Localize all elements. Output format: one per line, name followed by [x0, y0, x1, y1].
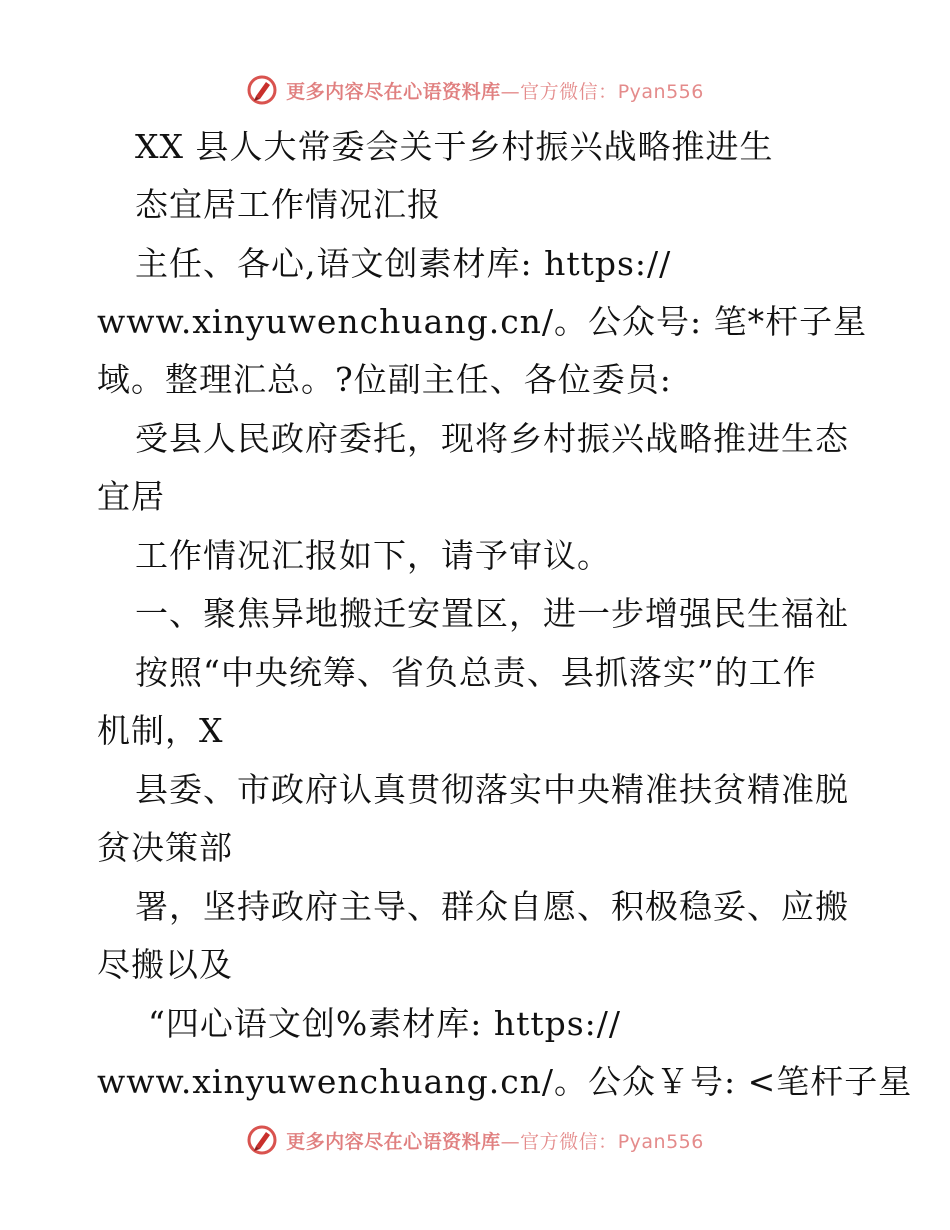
banner-text	[286, 1127, 704, 1154]
doc-line: 尽搬以及	[97, 945, 233, 984]
doc-line: 县委、市政府认真贯彻落实中央精准扶贫精准脱	[135, 770, 849, 809]
doc-line: 宜居	[97, 477, 165, 516]
banner-dash: —	[500, 1130, 521, 1153]
doc-line: 域。整理汇总。?位副主任、各位委员:	[97, 360, 672, 399]
doc-line: 贫决策部	[97, 828, 233, 867]
banner-wechat-label: 官方微信：	[520, 1130, 618, 1153]
banner-wechat-handle: Pyan556	[617, 1130, 704, 1153]
doc-title-line-1: XX 县人大常委会关于乡村振兴战略推进生	[135, 127, 774, 166]
doc-line: www.xinyuwenchuang.cn/。公众￥号: <笔杆子星	[97, 1062, 913, 1101]
doc-section-heading: 一、聚焦异地搬迁安置区，进一步增强民生福祉	[135, 594, 849, 633]
doc-title-line-2: 态宜居工作情况汇报	[135, 185, 441, 224]
footer-banner	[0, 1120, 950, 1160]
banner-main-text: 更多内容尽在心语资料库	[286, 1130, 501, 1153]
pen-logo-icon	[246, 1124, 278, 1156]
doc-line: 机制，X	[97, 711, 224, 750]
doc-line: 受县人民政府委托，现将乡村振兴战略推进生态	[135, 419, 849, 458]
banner-dash: —	[500, 80, 521, 103]
banner-main-text: 更多内容尽在心语资料库	[286, 80, 501, 103]
doc-line: 主任、各心,语文创素材库: https://	[135, 244, 672, 283]
doc-line: “四心语文创%素材库: https://	[148, 1004, 622, 1043]
doc-line: 工作情况汇报如下，请予审议。	[135, 536, 611, 575]
doc-line: 署，坚持政府主导、群众自愿、积极稳妥、应搬	[135, 887, 849, 926]
banner-wechat-label: 官方微信：	[520, 80, 618, 103]
doc-line: www.xinyuwenchuang.cn/。公众号: 笔*杆子星	[97, 302, 868, 341]
doc-line: 按照“中央统筹、省负总责、县抓落实”的工作	[135, 653, 817, 692]
banner-wechat-handle: Pyan556	[617, 80, 704, 103]
